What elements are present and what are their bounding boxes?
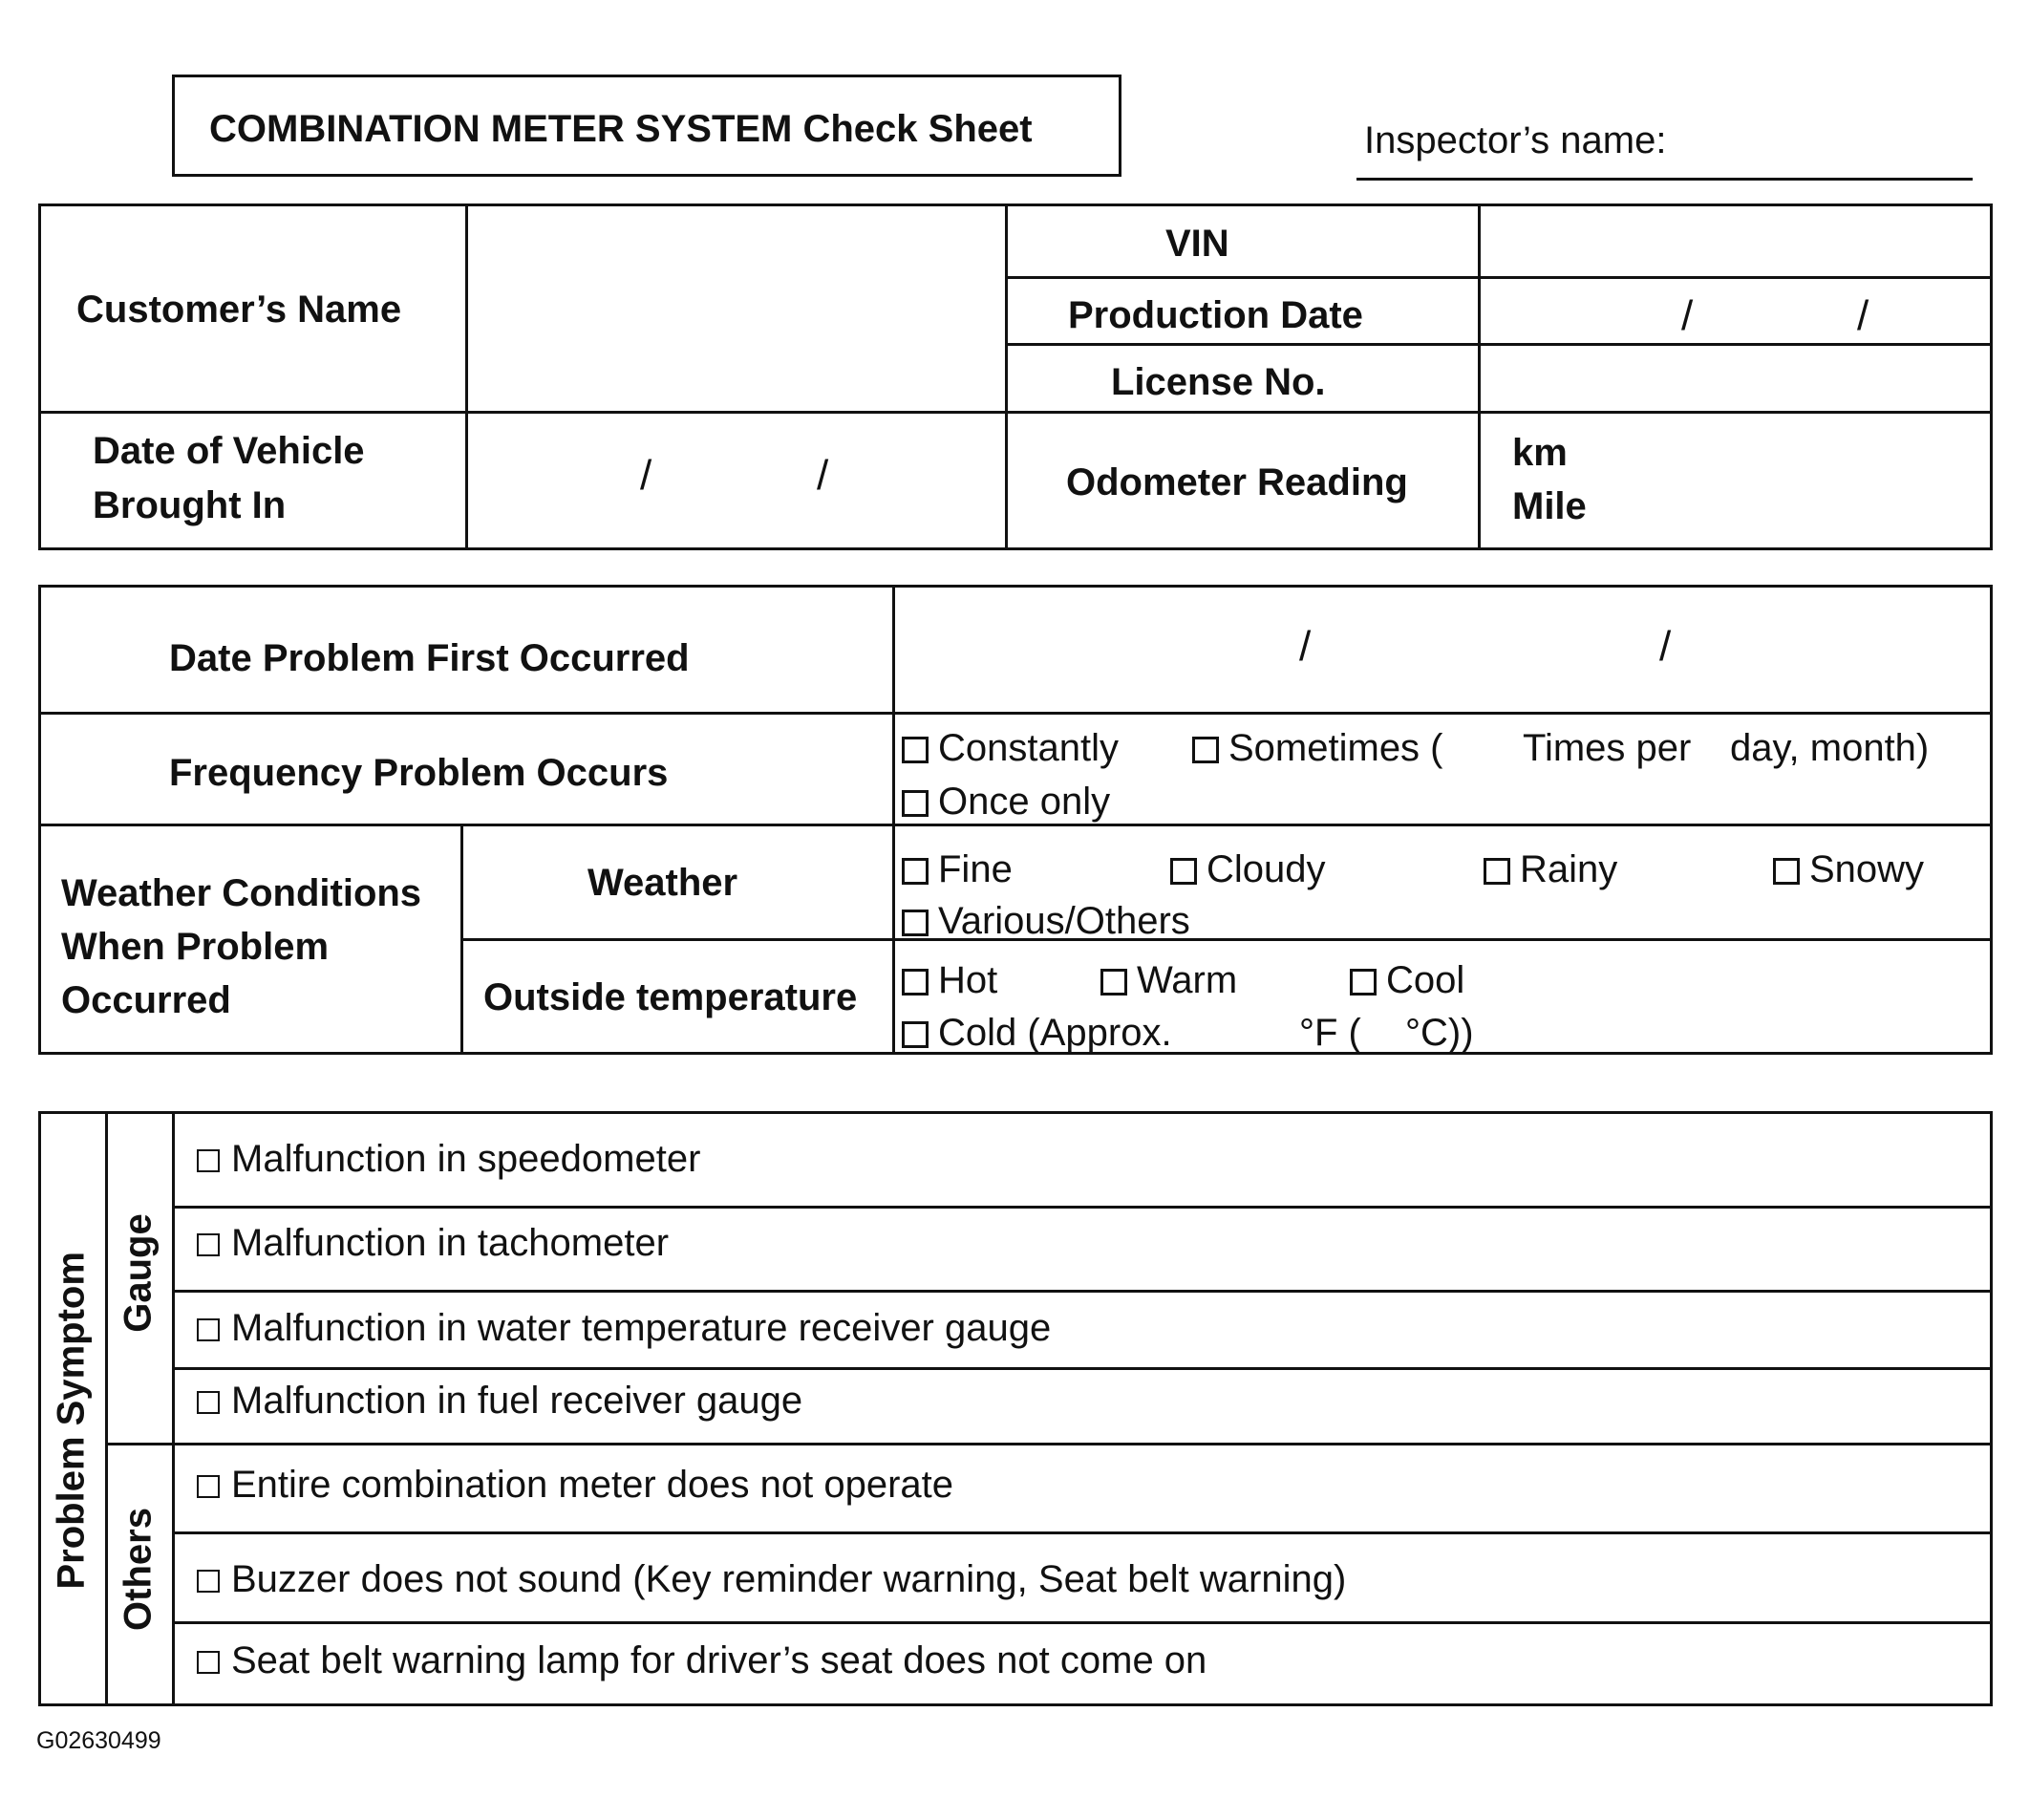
weather-conditions-label-line3: Occurred: [61, 979, 231, 1021]
gauge-label: Gauge: [117, 1213, 160, 1333]
symptom-meter-inoperative[interactable]: Entire combination meter does not operate: [197, 1458, 953, 1511]
frequency-sometimes-option[interactable]: Sometimes (: [1192, 721, 1443, 775]
date-brought-in-label-line2: Brought In: [93, 484, 287, 526]
symptom-water-temp-gauge-checkbox[interactable]: [197, 1318, 220, 1341]
weather-cloudy-option[interactable]: Cloudy: [1170, 843, 1326, 896]
temp-cold-checkbox[interactable]: [902, 1021, 929, 1048]
date-brought-in-separator-2: /: [817, 452, 829, 499]
temp-cool-option[interactable]: Cool: [1350, 953, 1464, 1007]
weather-rainy-option[interactable]: Rainy: [1484, 843, 1617, 896]
frequency-constantly-checkbox[interactable]: [902, 737, 929, 763]
production-date-label: Production Date: [1068, 294, 1363, 336]
symptom-tachometer[interactable]: Malfunction in tachometer: [197, 1216, 669, 1270]
others-label: Others: [117, 1508, 160, 1631]
date-first-occurred-label: Date Problem First Occurred: [169, 637, 690, 679]
frequency-times-per-text: Times per: [1523, 727, 1692, 769]
sheet-title: COMBINATION METER SYSTEM Check Sheet: [209, 108, 1033, 150]
frequency-once-only-option[interactable]: Once only: [902, 775, 1110, 828]
date-brought-in-separator-1: /: [640, 452, 652, 499]
temp-cool-checkbox[interactable]: [1350, 969, 1377, 996]
temp-deg-c-text: °C)): [1405, 1012, 1474, 1054]
symptom-tachometer-checkbox[interactable]: [197, 1233, 220, 1256]
vin-field[interactable]: [1481, 206, 1990, 276]
production-date-separator-2: /: [1857, 292, 1869, 339]
sheet-title-box: [172, 75, 1121, 177]
license-field[interactable]: [1481, 346, 1990, 411]
customer-name-label: Customer’s Name: [76, 289, 402, 331]
inspector-name-label: Inspector’s name:: [1364, 119, 1667, 161]
weather-conditions-label-line1: Weather Conditions: [61, 872, 422, 914]
date-brought-in-label-line1: Date of Vehicle: [93, 430, 365, 472]
production-date-field[interactable]: [1481, 279, 1990, 343]
temp-warm-option[interactable]: Warm: [1100, 953, 1237, 1007]
symptom-fuel-gauge-checkbox[interactable]: [197, 1391, 220, 1414]
frequency-label: Frequency Problem Occurs: [169, 752, 669, 794]
date-brought-in-field[interactable]: [468, 414, 1005, 547]
vin-label: VIN: [1165, 223, 1229, 265]
symptom-fuel-gauge[interactable]: Malfunction in fuel receiver gauge: [197, 1374, 802, 1427]
inspector-name-field[interactable]: [1356, 178, 1973, 181]
symptom-seat-belt-lamp[interactable]: Seat belt warning lamp for driver’s seat does not come on: [197, 1634, 1207, 1687]
weather-various-checkbox[interactable]: [902, 910, 929, 936]
license-label: License No.: [1111, 361, 1326, 403]
weather-snowy-checkbox[interactable]: [1773, 858, 1800, 885]
weather-various-option[interactable]: Various/Others: [902, 894, 1190, 948]
frequency-day-month-text: day, month): [1730, 727, 1930, 769]
odometer-unit-mile: Mile: [1512, 485, 1587, 527]
frequency-once-only-checkbox[interactable]: [902, 790, 929, 817]
temp-warm-checkbox[interactable]: [1100, 969, 1127, 996]
temp-hot-checkbox[interactable]: [902, 969, 929, 996]
temp-hot-option[interactable]: Hot: [902, 953, 997, 1007]
symptom-meter-inoperative-checkbox[interactable]: [197, 1475, 220, 1498]
frequency-sometimes-checkbox[interactable]: [1192, 737, 1219, 763]
odometer-unit-km: km: [1512, 432, 1568, 474]
weather-conditions-label-line2: When Problem: [61, 926, 330, 968]
outside-temperature-label: Outside temperature: [483, 976, 858, 1018]
weather-fine-option[interactable]: Fine: [902, 843, 1013, 896]
weather-rainy-checkbox[interactable]: [1484, 858, 1510, 885]
temp-cold-option[interactable]: Cold (Approx.: [902, 1006, 1172, 1060]
symptom-speedometer[interactable]: Malfunction in speedometer: [197, 1132, 700, 1186]
weather-snowy-option[interactable]: Snowy: [1773, 843, 1924, 896]
symptom-buzzer-checkbox[interactable]: [197, 1570, 220, 1593]
problem-symptom-label: Problem Symptom: [50, 1252, 93, 1590]
date-first-occurred-field[interactable]: [895, 588, 1990, 712]
frequency-constantly-option[interactable]: Constantly: [902, 721, 1119, 775]
figure-code: G02630499: [36, 1727, 161, 1754]
weather-label: Weather: [587, 862, 738, 904]
symptom-buzzer[interactable]: Buzzer does not sound (Key reminder warning, Seat belt warning): [197, 1552, 1346, 1606]
customer-name-field[interactable]: [468, 206, 1005, 411]
symptom-water-temp-gauge[interactable]: Malfunction in water temperature receiver gauge: [197, 1301, 1051, 1355]
production-date-separator-1: /: [1681, 292, 1694, 339]
weather-cloudy-checkbox[interactable]: [1170, 858, 1197, 885]
weather-fine-checkbox[interactable]: [902, 858, 929, 885]
date-first-separator-2: /: [1659, 623, 1672, 670]
symptom-speedometer-checkbox[interactable]: [197, 1149, 220, 1172]
symptom-seat-belt-lamp-checkbox[interactable]: [197, 1651, 220, 1674]
temp-deg-f-text: °F (: [1299, 1012, 1361, 1054]
date-first-separator-1: /: [1299, 623, 1312, 670]
odometer-label: Odometer Reading: [1066, 461, 1408, 503]
